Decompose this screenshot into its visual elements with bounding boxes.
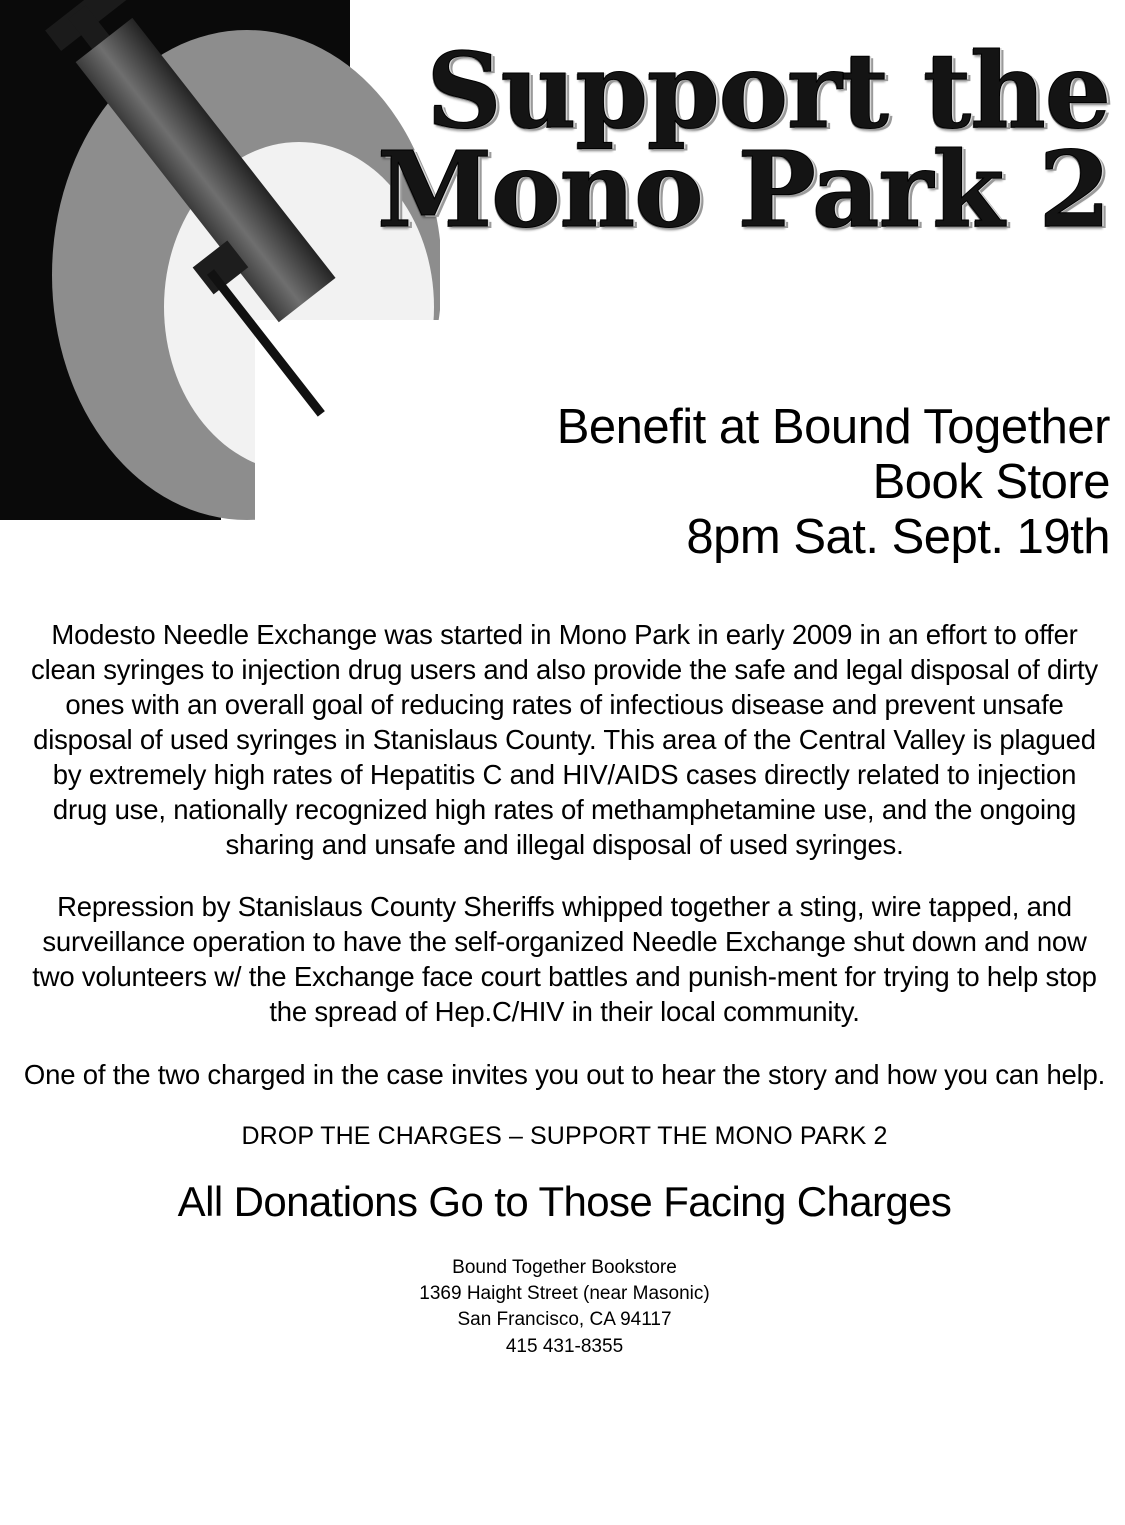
venue-details [22,1255,1107,1360]
venue-city: San Francisco, CA 94117 [457,1309,672,1331]
subhead-line-3: 8pm Sat. Sept. 19th [686,509,1110,564]
venue-name: Bound Together Bookstore [452,1257,677,1278]
paragraph-invitation: One of the two charged in the case invites you out to hear the story and how you can help. [23,1059,1106,1091]
donations-line: All Donations Go to Those Facing Charges [177,1177,952,1225]
poster-body [22,618,1107,1360]
call-to-action: DROP THE CHARGES – SUPPORT THE MONO PARK 2 [241,1122,888,1151]
headline-line-2: Mono Park 2 [377,127,1110,251]
subhead-line-1: Benefit at Bound Together [556,400,1110,454]
poster-title [300,29,1110,251]
event-subheadline [400,400,1110,565]
subhead-line-2: Book Store [872,454,1110,509]
poster-hero [0,0,1125,600]
venue-street: 1369 Haight Street (near Masonic) [419,1283,710,1305]
paragraph-background: Modesto Needle Exchange was started in Mono Park in early 2009 in an effort to offer clean syringes to injection drug users and also provide the safe and legal disposal of dirty ones with an overall goal of reducing rates of infectious disease and prevent unsafe disposal of used syringes in Stanislaus County. This area of the Central Valley is plagued by extremely high rates of Hepatitis C and HIV/AIDS cases directly related to injection drug use, nationally recognized high rates of methamphetamine use, and the ongoing sharing and unsafe and illegal disposal of used syringes. [31,619,1098,860]
paragraph-repression: Repression by Stanislaus County Sheriffs whipped together a sting, wire tapped, and surveillance operation to have the self-organized Needle Exchange shut down and now two volunteers w/ the Exchange face court battles and punish-ment for trying to help stop the spread of Hep.C/HIV in their local community. [32,891,1097,1028]
headline-line-1: Support the [426,29,1110,152]
venue-phone: 415 431-8355 [505,1335,624,1357]
